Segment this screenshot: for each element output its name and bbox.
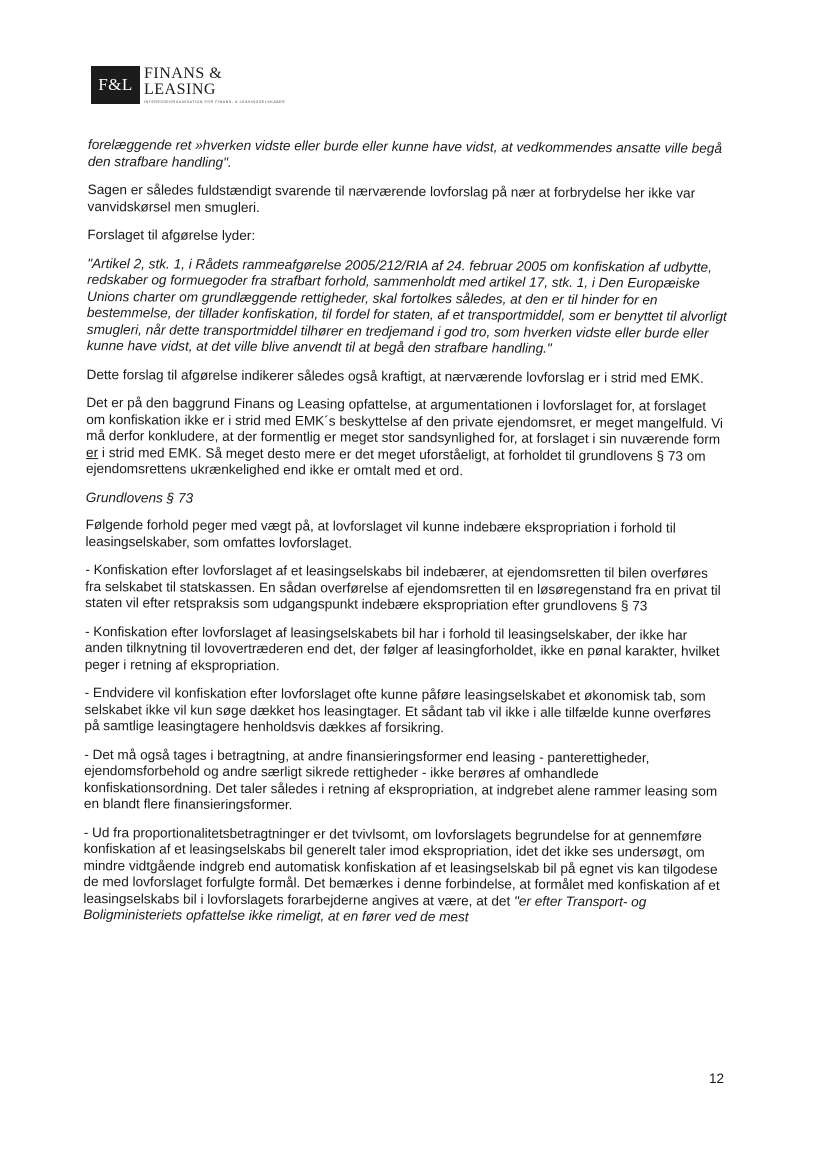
paragraph-emk-indication: Dette forslag til afgørelse indikerer således også kraftigt, at nærværende lovforslag er i strid med EMK. [86,366,704,386]
paragraph-proposal-intro: Forslaget til afgørelse lyder: [87,226,256,244]
paragraph-expropriation-intro: Følgende forhold peger med vægt på, at lovforslaget vil kunne indebære ekspropriation i forhold til leasingselskaber, som omfattes lovforslaget. [85,516,676,551]
paragraph-comparison: Sagen er således fuldstændigt svarende til nærværende lovforslag på nær at forbrydelse her ikke var vanvidskørsel men smugleri. [87,181,696,215]
finans-leasing-logo [91,65,286,104]
conclusion-underlined-word: er [86,444,99,460]
proportionality-quote: "er efter Transport- og Boligministeriets opfattelse ikke rimeligt, at en fører ved de mest [83,893,647,925]
bullet-ownership-transfer: - Konfiskation efter lovforslaget af et leasingselskabs bil indebærer, at ejendomsretten til bilen overføres fra selskabet til statskassen. En sådan overførelse af ejendomsretten til en løsøregenstand fra en privat til staten vil efter retspraksis som udgangspunkt indebære ekspropriation efter grundlovens § 73 [85,561,721,614]
paragraph-proposal-quote: "Artikel 2, stk. 1, i Rådets rammeafgørelse 2005/212/RIA af 24. februar 2005 om konfiskation af udbytte, redskaber og formuegoder fra strafbart forhold, sammenholdt med artikel 17, stk. 1, i Den Europæiske Unions charter om grundlæggende rettigheder, skal fortolkes således, at den er til hinder for en bestemmelse, der tillader konfiskation, til fordel for staten, af et transportmiddel, som er benyttet til alvorligt smugleri, når dette transportmiddel tilhører en tredjemand i god tro, som hverken vidste eller burde eller kunne have vidst, at det ville blive anvendt til at begå den strafbare handling." [86,255,727,356]
document-body [83,137,728,939]
conclusion-text-b: i strid med EMK. Så meget desto mere er det meget uforståeligt, at forholdet til grundlovens § 73 om ejendomsrettens ukrænkelighed end ikke er omtalt med et ord. [85,444,706,479]
paragraph-quote-end: forelæggende ret »hverken vidste eller burde eller kunne have vidst, at vedkommendes ansatte ville begå den strafbare handling". [87,137,722,170]
logo-mark: F&L [91,66,140,104]
logo-line-finans: FINANS & [144,65,223,82]
bullet-non-penal: - Konfiskation efter lovforslaget af leasingselskabets bil har i forhold til leasingselskaber, der ikke har anden tilknytning til lovovertræderen end det, der følger af leasingforholdet, ikke en pønal karakter, hvilket peger i retning af ekspropriation. [84,623,720,673]
logo-line-leasing: LEASING [144,81,216,98]
proportionality-text: - Ud fra proportionalitetsbetragtninger er det tvivlsomt, om lovforslagets begrundelse for at gennemføre konfiskation af et leasingselskabs bil generelt taler imod ekspropriation, idet det ikke ses undersøgt, om mindre vidtgående indgreb end automatisk konfiskation af et leasingselskab bil på egnet vis kan tilgodese de med lovforslaget forfulgte formål. Det bemærkes i denne forbindelse, at formålet med konfiskation af et leasingselskabs bil i lovforslagets forarbejderne angives at være, at det [83,824,720,909]
section-heading-grundlov: Grundlovens § 73 [85,489,194,506]
bullet-economic-loss: - Endvidere vil konfiskation efter lovforslaget ofte kunne påføre leasingselskabet et økonomisk tab, som selskabet ikke vil kun søge dækket hos leasingtager. Et sådant tab vil ikke i alle tilfælde kunne overføres på samtlige leasingtagere henholdsvis dækkes af forsikring. [84,684,711,736]
bullet-other-financing: - Det må også tages i betragtning, at andre finansieringsformer end leasing - panterettigheder, ejendomsforbehold og andre særligt sikrede rettigheder - ikke berøres af omhandlede konfiskationsordning. Det taler således i retning af ekspropriation, at indgrebet alene rammer leasing som en blandt flere finansieringsformer. [83,746,718,813]
page-number: 12 [709,1071,725,1086]
logo-wordmark [144,65,286,104]
bullet-proportionality [83,824,724,927]
logo-tagline: INTERESSEORGANISATION FOR FINANS- & LEASINGSELSKABER [144,100,286,104]
paragraph-conclusion [86,395,726,481]
conclusion-text-a: Det er på den baggrund Finans og Leasing opfattelse, at argumentationen i lovforslaget for, at forslaget om konfiskation ikke er i strid med EMK´s beskyttelse af den private ejendomsret, er meget mangelfuld. Vi må derfor konkludere, at der formentlig er meget stor sandsynlighed for, at forslaget i sin nuværende form [86,394,723,447]
